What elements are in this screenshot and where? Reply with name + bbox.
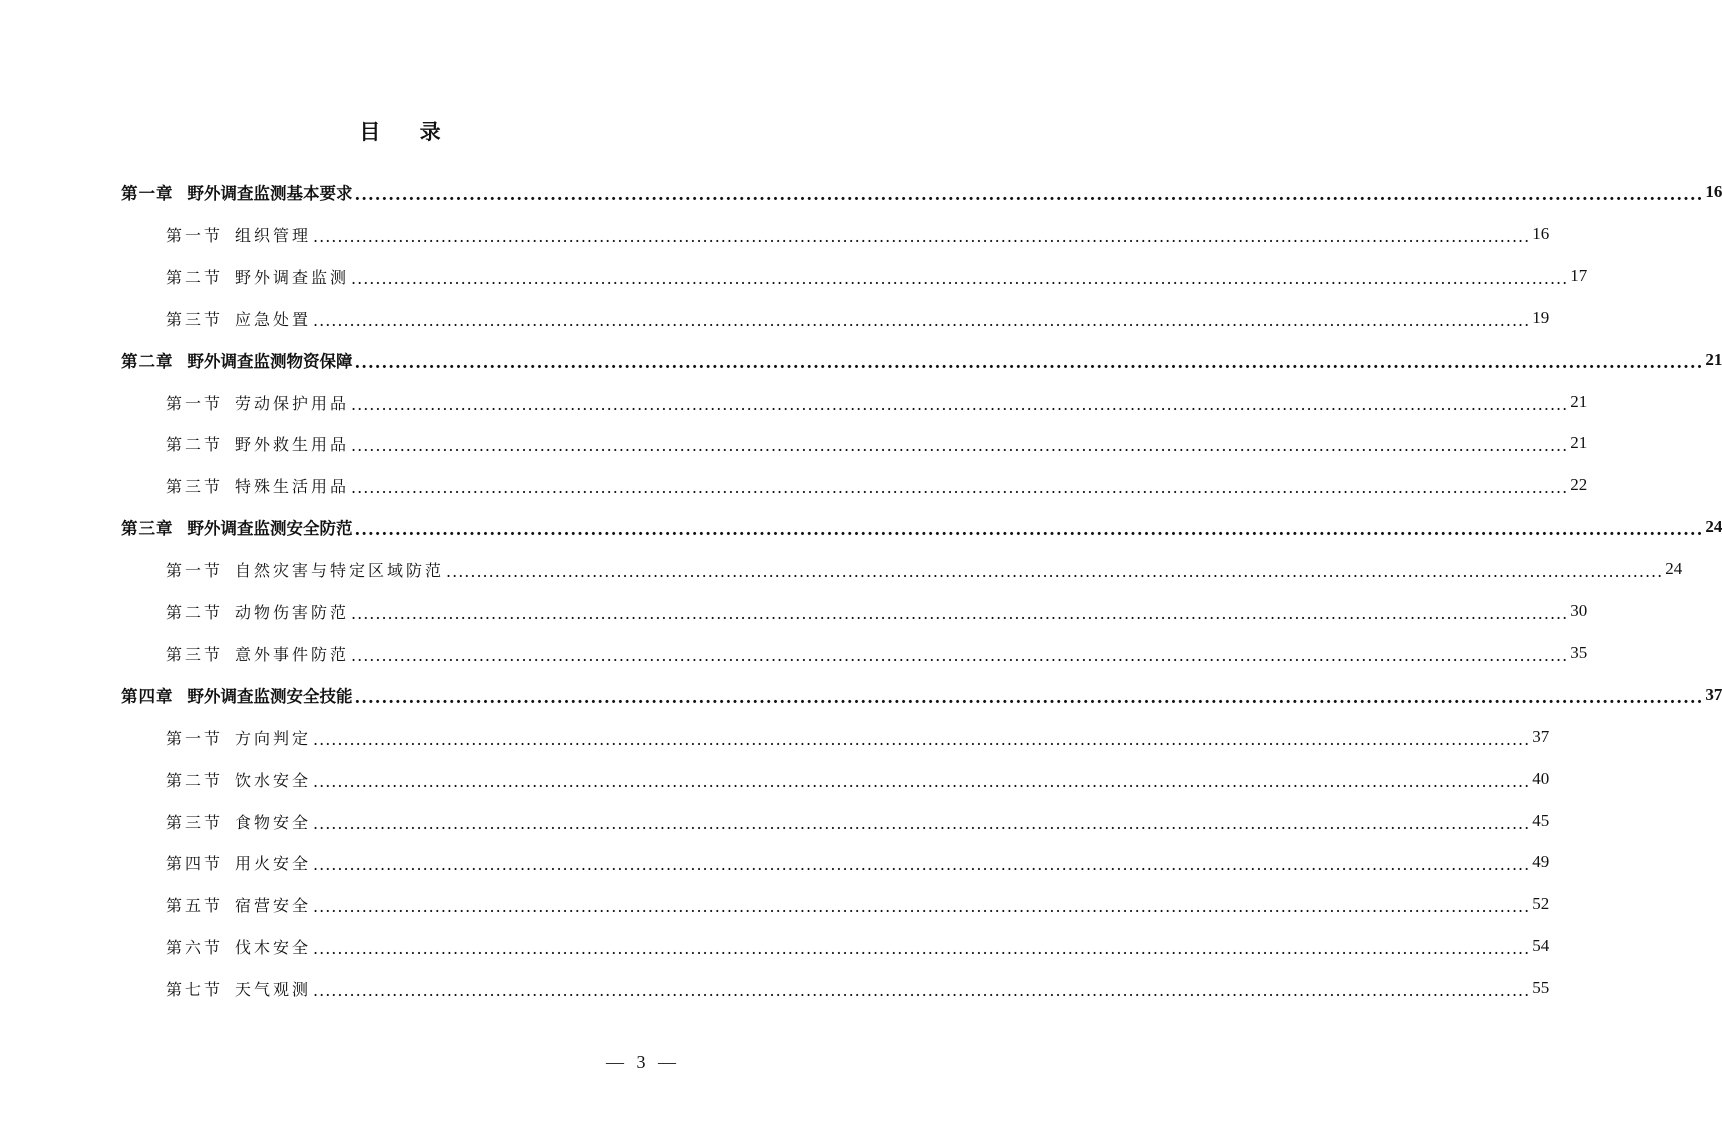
- toc-entry-page: 21: [1570, 392, 1588, 411]
- toc-entry-page: 45: [1532, 811, 1550, 830]
- toc-dot-leader: ........................................................................................................................................................................................................: [313, 854, 1531, 874]
- toc-entry-page: 55: [1532, 978, 1550, 997]
- toc-entry-title: 劳动保护用品: [235, 393, 350, 413]
- toc-entry-label: [166, 642, 349, 665]
- toc-entry-label: [166, 810, 311, 833]
- toc-entry-number: 第一节: [166, 560, 224, 580]
- toc-section-entry: [166, 259, 1588, 293]
- toc-entry-page: 40: [1532, 769, 1550, 788]
- toc-entry-page: 35: [1570, 643, 1588, 662]
- toc-entry-title: 伐木安全: [235, 937, 312, 957]
- toc-section-entry: [166, 887, 1550, 921]
- toc-entry-page: 24: [1705, 517, 1722, 536]
- toc-entry-number: 第四章: [121, 687, 174, 706]
- toc-entry-number: 第二节: [166, 434, 224, 454]
- toc-entry-title: 野外救生用品: [235, 434, 350, 454]
- toc-entry-number: 第二节: [166, 602, 224, 622]
- toc-section-entry: [166, 594, 1588, 628]
- toc-entry-number: 第一节: [166, 728, 224, 748]
- toc-dot-leader: ........................................................................................................................................................................................................: [354, 184, 1704, 204]
- toc-dot-leader: ........................................................................................................................................................................................................: [351, 394, 1569, 414]
- toc-entry-page: 37: [1532, 727, 1550, 746]
- toc-section-entry: [166, 468, 1588, 502]
- toc-entry-number: 第二节: [166, 267, 224, 287]
- toc-entry-label: [166, 391, 349, 414]
- toc-entry-title: 饮水安全: [235, 770, 312, 790]
- toc-entry-number: 第一节: [166, 225, 224, 245]
- toc-entry-title: 宿营安全: [235, 895, 312, 915]
- toc-entry-number: 第六节: [166, 937, 224, 957]
- toc-entry-label: [121, 348, 353, 372]
- toc-entry-page: 17: [1570, 266, 1588, 285]
- toc-entry-page: 16: [1532, 224, 1550, 243]
- toc-entry-page: 30: [1570, 601, 1588, 620]
- toc-entry-number: 第三节: [166, 309, 224, 329]
- toc-entry-page: 19: [1532, 308, 1550, 327]
- toc-entry-number: 第一节: [166, 393, 224, 413]
- toc-entry-page: 49: [1532, 852, 1550, 871]
- toc-section-entry: [166, 636, 1588, 670]
- toc-entry-page: 21: [1570, 433, 1588, 452]
- toc-dot-leader: ........................................................................................................................................................................................................: [313, 729, 1531, 749]
- toc-dot-leader: ........................................................................................................................................................................................................: [313, 813, 1531, 833]
- toc-entry-label: [166, 600, 349, 623]
- toc-section-entry: [166, 426, 1588, 460]
- toc-dot-leader: ........................................................................................................................................................................................................: [313, 896, 1531, 916]
- toc-section-entry: [166, 301, 1550, 335]
- toc-entry-label: [166, 223, 311, 246]
- toc-entry-title: 意外事件防范: [235, 644, 350, 664]
- toc-entry-title: 特殊生活用品: [235, 476, 350, 496]
- toc-chapter-entry: [121, 678, 1722, 712]
- toc-entry-number: 第七节: [166, 979, 224, 999]
- toc-dot-leader: ........................................................................................................................................................................................................: [313, 938, 1531, 958]
- toc-section-entry: [166, 845, 1550, 879]
- toc-dot-leader: ........................................................................................................................................................................................................: [354, 687, 1704, 707]
- toc-entry-number: 第三章: [121, 519, 174, 538]
- toc-entry-title: 野外调查监测: [235, 267, 350, 287]
- toc-entry-title: 用火安全: [235, 853, 312, 873]
- toc-entry-title: 动物伤害防范: [235, 602, 350, 622]
- toc-entry-title: 野外调查监测物资保障: [187, 352, 353, 371]
- toc-entry-page: 16: [1705, 182, 1722, 201]
- toc-entry-label: [166, 474, 349, 497]
- toc-entry-number: 第三节: [166, 644, 224, 664]
- toc-dot-leader: ........................................................................................................................................................................................................: [351, 603, 1569, 623]
- toc-entry-label: [166, 307, 311, 330]
- toc-dot-leader: ........................................................................................................................................................................................................: [313, 226, 1531, 246]
- toc-dot-leader: ........................................................................................................................................................................................................: [354, 352, 1704, 372]
- toc-entry-label: [166, 851, 311, 874]
- toc-entry-number: 第三节: [166, 476, 224, 496]
- toc-entry-page: 52: [1532, 894, 1550, 913]
- toc-entry-label: [166, 935, 311, 958]
- toc-section-entry: [166, 929, 1550, 963]
- toc-dot-leader: ........................................................................................................................................................................................................: [351, 268, 1569, 288]
- toc-entry-number: 第三节: [166, 812, 224, 832]
- toc-entry-page: 21: [1705, 350, 1722, 369]
- toc-dot-leader: ........................................................................................................................................................................................................: [313, 310, 1531, 330]
- toc-entry-label: [166, 558, 444, 581]
- toc-entry-title: 野外调查监测安全防范: [187, 519, 353, 538]
- toc-entry-label: [166, 432, 349, 455]
- toc-entry-page: 24: [1665, 559, 1683, 578]
- toc-entry-label: [166, 977, 311, 1000]
- toc-entry-label: [166, 726, 311, 749]
- toc-section-entry: [166, 720, 1550, 754]
- toc-entry-label: [166, 265, 349, 288]
- toc-chapter-entry: [121, 510, 1722, 544]
- page-title: 目 录: [359, 120, 457, 144]
- toc-dot-leader: ........................................................................................................................................................................................................: [354, 519, 1704, 539]
- toc-section-entry: [166, 552, 1683, 586]
- toc-section-entry: [166, 385, 1588, 419]
- toc-entry-page: 54: [1532, 936, 1550, 955]
- toc-entry-page: 22: [1570, 475, 1588, 494]
- toc-entry-number: 第一章: [121, 184, 174, 203]
- page-number: — 3 —: [606, 1052, 680, 1072]
- toc-entry-label: [121, 180, 353, 204]
- toc-entry-title: 方向判定: [235, 728, 312, 748]
- toc-entry-label: [166, 768, 311, 791]
- toc-section-entry: [166, 762, 1550, 796]
- toc-entry-label: [121, 683, 353, 707]
- toc-entry-number: 第四节: [166, 853, 224, 873]
- toc-entry-number: 第五节: [166, 895, 224, 915]
- toc-entry-page: 37: [1705, 685, 1722, 704]
- toc-entry-label: [121, 515, 353, 539]
- toc-entry-label: [166, 893, 311, 916]
- toc-dot-leader: ........................................................................................................................................................................................................: [351, 477, 1569, 497]
- toc-entry-title: 食物安全: [235, 812, 312, 832]
- toc-dot-leader: ........................................................................................................................................................................................................: [313, 980, 1531, 1000]
- toc-dot-leader: ........................................................................................................................................................................................................: [446, 561, 1664, 581]
- toc-dot-leader: ........................................................................................................................................................................................................: [351, 435, 1569, 455]
- toc-dot-leader: ........................................................................................................................................................................................................: [313, 771, 1531, 791]
- toc-entry-title: 组织管理: [235, 225, 312, 245]
- toc-section-entry: [166, 804, 1550, 838]
- toc-entry-title: 应急处置: [235, 309, 312, 329]
- toc-chapter-entry: [121, 175, 1722, 209]
- toc-entry-title: 野外调查监测基本要求: [187, 184, 353, 203]
- toc-entry-title: 野外调查监测安全技能: [187, 687, 353, 706]
- toc-entry-number: 第二节: [166, 770, 224, 790]
- toc-entry-number: 第二章: [121, 352, 174, 371]
- toc-entry-title: 天气观测: [235, 979, 312, 999]
- toc-section-entry: [166, 217, 1550, 251]
- toc-dot-leader: ........................................................................................................................................................................................................: [351, 645, 1569, 665]
- toc-section-entry: [166, 971, 1550, 1005]
- toc-entry-title: 自然灾害与特定区域防范: [235, 560, 445, 580]
- toc-chapter-entry: [121, 343, 1722, 377]
